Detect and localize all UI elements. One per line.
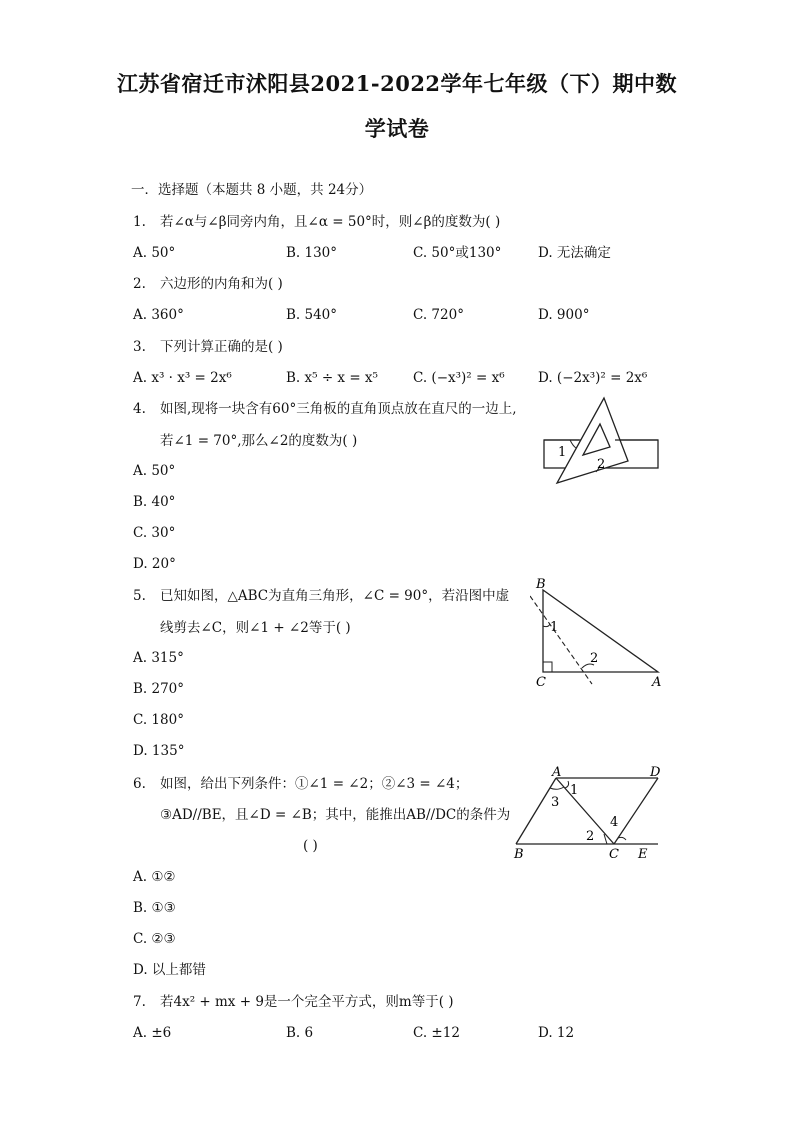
q7-option-c: C. ±12	[413, 1025, 460, 1041]
q4-text-line1: 如图,现将一块含有60°三角板的直角顶点放在直尺的一边上,	[160, 401, 517, 417]
q6-option-c: C. ②③	[133, 931, 176, 947]
q2-option-c: C. 720°	[413, 307, 464, 323]
paper-title-line2: 学试卷	[364, 116, 430, 141]
q6-text-line3: ( )	[303, 838, 318, 854]
q6-number: 6.	[133, 776, 146, 792]
q1-number: 1.	[133, 214, 146, 230]
q4-option-c: C. 30°	[133, 525, 176, 541]
angle-label-1: 1	[558, 445, 567, 460]
q4-figure-ruler-triangle	[536, 394, 666, 490]
q7-option-b: B. 6	[286, 1025, 314, 1041]
q6-figure-parallelogram	[510, 764, 670, 860]
q3-option-b: B. x⁵ ÷ x = x⁵	[286, 370, 378, 386]
vertex-label-c: C	[609, 847, 619, 860]
q5-text-line2: 线剪去∠C，则∠1 + ∠2等于( )	[160, 620, 351, 636]
q4-text-line2: 若∠1 = 70°,那么∠2的度数为( )	[160, 433, 358, 449]
vertex-label-e: E	[638, 847, 648, 860]
q5-option-a: A. 315°	[133, 650, 184, 666]
q6-text-line2: ③AD//BE，且∠D = ∠B；其中，能推出AB//DC的条件为	[160, 807, 511, 823]
angle-label-1: 1	[570, 783, 579, 798]
vertex-label-b: B	[514, 847, 524, 860]
section-heading: 一．选择题（本题共 8 小题，共 24分）	[131, 182, 373, 198]
paper-title-line1: 江苏省宿迁市沭阳县2021-2022学年七年级（下）期中数	[116, 71, 678, 96]
q5-option-b: B. 270°	[133, 681, 185, 697]
q2-option-a: A. 360°	[133, 307, 184, 323]
q6-option-d: D. 以上都错	[133, 962, 206, 978]
q1-option-d: D. 无法确定	[538, 245, 611, 261]
q7-number: 7.	[133, 994, 146, 1010]
angle-label-2: 2	[597, 457, 606, 472]
q5-option-c: C. 180°	[133, 712, 184, 728]
q4-option-b: B. 40°	[133, 494, 176, 510]
q2-number: 2.	[133, 276, 146, 292]
q6-option-a: A. ①②	[133, 869, 176, 885]
q4-option-a: A. 50°	[133, 463, 176, 479]
angle-label-2: 2	[586, 829, 595, 844]
vertex-label-b: B	[536, 577, 546, 592]
q3-number: 3.	[133, 339, 146, 355]
angle-label-2: 2	[590, 651, 599, 666]
q1-option-c: C. 50°或130°	[413, 245, 502, 261]
vertex-label-c: C	[536, 675, 546, 688]
q2-option-d: D. 900°	[538, 307, 590, 323]
q3-option-d: D. (−2x³)² = 2x⁶	[538, 370, 648, 386]
q5-text-line1: 已知如图，△ABC为直角三角形，∠C = 90°，若沿图中虚	[160, 588, 510, 604]
q5-number: 5.	[133, 588, 146, 604]
q7-option-a: A. ±6	[133, 1025, 172, 1041]
q3-text: 下列计算正确的是( )	[160, 339, 283, 355]
cut-line	[530, 596, 592, 684]
q5-figure-right-triangle	[530, 576, 670, 688]
q5-option-d: D. 135°	[133, 743, 185, 759]
triangle-abc	[543, 590, 658, 672]
vertex-label-a: A	[652, 675, 662, 688]
vertex-label-a: A	[552, 765, 562, 780]
q2-text: 六边形的内角和为( )	[160, 276, 283, 292]
q1-option-b: B. 130°	[286, 245, 338, 261]
vertex-label-d: D	[650, 765, 661, 780]
q1-text: 若∠α与∠β同旁内角，且∠α = 50°时，则∠β的度数为( )	[160, 214, 501, 230]
q3-option-a: A. x³ · x³ = 2x⁶	[133, 370, 232, 386]
q7-option-d: D. 12	[538, 1025, 575, 1041]
angle-label-3: 3	[551, 795, 560, 810]
angle-label-4: 4	[610, 815, 619, 830]
q4-option-d: D. 20°	[133, 556, 176, 572]
q6-text-line1: 如图，给出下列条件：①∠1 = ∠2；②∠3 = ∠4；	[160, 776, 469, 792]
q4-number: 4.	[133, 401, 146, 417]
q3-option-c: C. (−x³)² = x⁶	[413, 370, 505, 386]
q7-text: 若4x² + mx + 9是一个完全平方式，则m等于( )	[160, 994, 454, 1010]
q2-option-b: B. 540°	[286, 307, 338, 323]
q6-option-b: B. ①③	[133, 900, 176, 916]
q1-option-a: A. 50°	[133, 245, 176, 261]
angle-label-1: 1	[550, 620, 559, 635]
